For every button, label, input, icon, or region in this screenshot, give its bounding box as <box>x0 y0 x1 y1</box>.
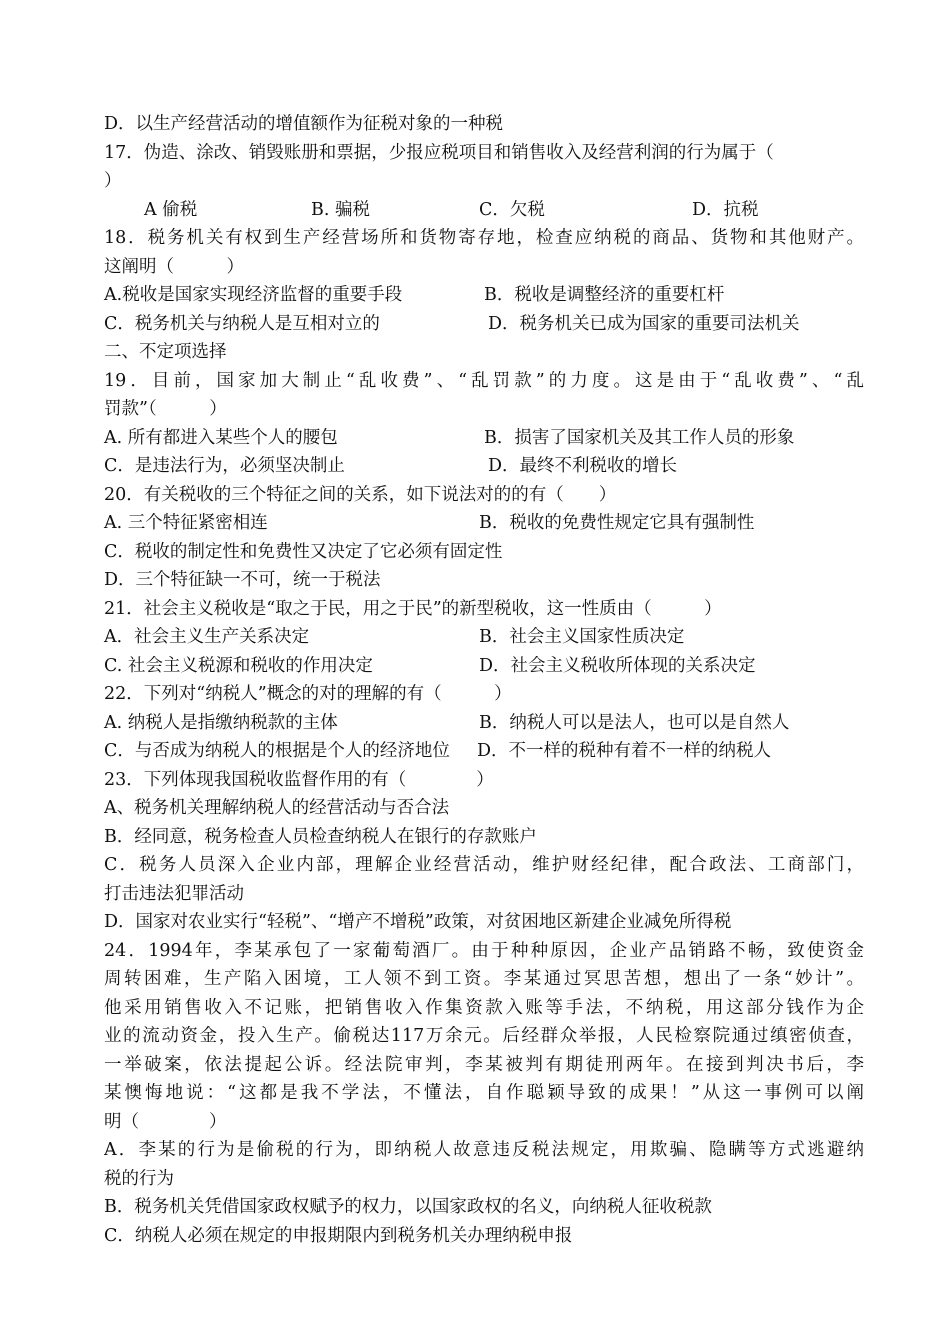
q21-option-d: D．社会主义税收所体现的关系决定 <box>479 655 756 676</box>
q21-option-b: B．社会主义国家性质决定 <box>479 627 685 647</box>
q22-option-c: C．与否成为纳税人的根据是个人的经济地位 <box>104 741 450 761</box>
q17-option-b: B. 骗税 <box>311 199 370 220</box>
q23-option-b: B．经同意，税务检查人员检查纳税人在银行的存款账户 <box>104 826 537 847</box>
q24-stem-line4: 业的流动资金，投入生产。偷税达117万余元。后经群众举报，人民检察院通过缜密侦查， <box>104 1026 864 1046</box>
q23-option-c-end: 打击违法犯罪活动 <box>104 883 244 904</box>
q22-option-a: A. 纳税人是指缴纳税款的主体 <box>104 712 338 733</box>
q16-option-d: D．以生产经营活动的增值额作为征税对象的一种税 <box>104 114 504 134</box>
document-body <box>104 110 864 1250</box>
q22-options-row1 <box>104 709 864 738</box>
q17-option-d: D．抗税 <box>692 199 759 220</box>
q24-stem-line1: 24．1994年，李某承包了一家葡萄酒厂。由于种种原因，企业产品销路不畅，致使资金 <box>104 940 864 961</box>
q17-options <box>104 196 864 225</box>
q21-option-a: A．社会主义生产关系决定 <box>104 627 310 647</box>
q18-options-row1 <box>104 281 864 310</box>
q20-option-d: D．三个特征缺一不可，统一于税法 <box>104 570 381 590</box>
q22-option-d: D．不一样的税种有着不一样的纳税人 <box>477 741 772 761</box>
q23-option-a: A、税务机关理解纳税人的经营活动与否合法 <box>104 798 450 818</box>
q22-options-row2 <box>104 737 864 766</box>
q17-stem-end: ） <box>104 171 122 191</box>
q22-stem: 22．下列对“纳税人”概念的对的理解的有（ ） <box>104 684 512 704</box>
q18-option-b: B．税收是调整经济的重要杠杆 <box>484 285 725 305</box>
section-heading: 二、不定项选择 <box>104 342 227 362</box>
q17-option-a: A 偷税 <box>144 199 198 220</box>
q24-option-a: A．李某的行为是偷税的行为，即纳税人故意违反税法规定，用欺骗、隐瞒等方式逃避纳 <box>104 1140 864 1160</box>
q18-option-d: D．税务机关已成为国家的重要司法机关 <box>488 313 800 334</box>
q23-stem: 23．下列体现我国税收监督作用的有（ ） <box>104 769 494 790</box>
q24-stem-line6: 某懊悔地说：“这都是我不学法，不懂法，自作聪颖导致的成果！”从这一事例可以阐 <box>104 1083 864 1103</box>
q23-option-d: D．国家对农业实行“轻税”、“增产不增税”政策，对贫困地区新建企业减免所得税 <box>104 912 732 932</box>
q17-option-c: C．欠税 <box>479 199 545 220</box>
q20-options-row1 <box>104 509 864 538</box>
q19-stem: 19．目前，国家加大制止“乱收费”、“乱罚款”的力度。这是由于“乱收费”、“乱 <box>104 370 864 391</box>
q19-option-d: D．最终不利税收的增长 <box>488 456 678 476</box>
q19-option-a: A. 所有都进入某些个人的腰包 <box>104 427 338 448</box>
q19-options-row2 <box>104 452 864 481</box>
q24-option-c: C．纳税人必须在规定的申报期限内到税务机关办理纳税申报 <box>104 1225 573 1246</box>
q24-option-a-end: 税的行为 <box>104 1168 174 1189</box>
q24-stem-end: 明（ ） <box>104 1111 227 1132</box>
q23-option-c: C．税务人员深入企业内部，理解企业经营活动，维护财经纪律，配合政法、工商部门， <box>104 855 864 875</box>
q18-stem-end: 这阐明（ ） <box>104 256 244 277</box>
q18-option-c: C．税务机关与纳税人是互相对立的 <box>104 313 380 334</box>
q24-stem-line5: 一举破案，依法提起公诉。经法院审判，李某被判有期徒刑两年。在接到判决书后，李 <box>104 1054 864 1075</box>
q21-option-c: C. 社会主义税源和税收的作用决定 <box>104 655 373 676</box>
q19-stem-end: 罚款”（ ） <box>104 399 227 419</box>
q24-stem-line2: 周转困难，生产陷入困境，工人领不到工资。李某通过冥思苦想，想出了一条“妙计”。 <box>104 969 864 989</box>
q24-option-b: B．税务机关凭借国家政权赋予的权力，以国家政权的名义，向纳税人征收税款 <box>104 1197 712 1217</box>
q19-option-b: B．损害了国家机关及其工作人员的形象 <box>484 427 795 448</box>
q21-stem: 21．社会主义税收是“取之于民，用之于民”的新型税收，这一性质由（ ） <box>104 598 722 619</box>
q17-stem: 17．伪造、涂改、销毁账册和票据，少报应税项目和销售收入及经营利润的行为属于（ <box>104 142 774 163</box>
q24-stem-line3: 他采用销售收入不记账，把销售收入作集资款入账等手法，不纳税，用这部分钱作为企 <box>104 997 864 1018</box>
q20-option-c: C．税收的制定性和免费性又决定了它必须有固定性 <box>104 541 503 562</box>
q20-option-a: A. 三个特征紧密相连 <box>104 513 268 533</box>
q19-option-c: C．是违法行为，必须坚决制止 <box>104 456 345 476</box>
q19-options-row1 <box>104 424 864 453</box>
q20-stem: 20．有关税收的三个特征之间的关系，如下说法对的的有（ ） <box>104 484 617 505</box>
q20-option-b: B．税收的免费性规定它具有强制性 <box>479 513 755 533</box>
q18-stem: 18．税务机关有权到生产经营场所和货物寄存地，检查应纳税的商品、货物和其他财产。 <box>104 228 864 248</box>
q18-option-a: A.税收是国家实现经济监督的重要手段 <box>104 285 403 305</box>
q18-options-row2 <box>104 310 864 339</box>
q22-option-b: B．纳税人可以是法人，也可以是自然人 <box>479 712 790 733</box>
q21-options-row1 <box>104 623 864 652</box>
q21-options-row2 <box>104 652 864 681</box>
